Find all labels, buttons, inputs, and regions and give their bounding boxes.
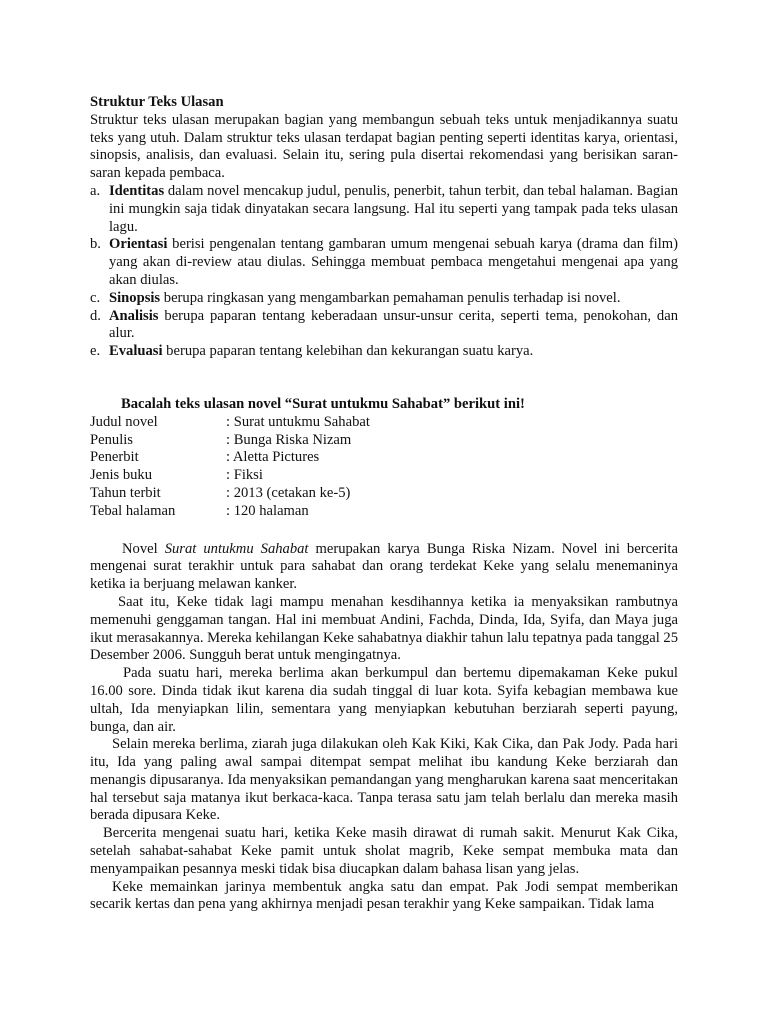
- book-info-label: Jenis buku: [90, 467, 153, 484]
- book-info-value: : Fiksi: [226, 467, 263, 484]
- book-info-value: : Bunga Riska Nizam: [226, 431, 352, 448]
- list-term: Identitas: [109, 182, 165, 199]
- paragraph-text: merupakan karya Bunga Riska Nizam. Novel ini bercerita mengenai surat terakhir untuk para sahabat dan orang terdekat Keke yang selalu menemaninya ketika ia berjuang melawan kanker.: [90, 540, 678, 593]
- review-paragraph-4: Selain mereka berlima, ziarah juga dilakukan oleh Kak Kiki, Kak Cika, dan Pak Jody. Pada hari itu, Ida yang paling awal sampai ditempat sempat melihat ibu kandung Keke berziarah dan menangis dipusaranya. Ida menyaksikan pemandangan yang mengharukan karena saat menceritakan hal tersebut saja matanya ikut berkaca-kaca. Tanpa terasa satu jam telah berlalu dan mereka masih berada dipusara Keke.: [90, 736, 678, 824]
- list-text: berupa paparan tentang keberadaan unsur-unsur cerita, seperti tema, penokohan, dan alur.: [109, 307, 678, 342]
- list-term: Evaluasi: [109, 343, 163, 360]
- book-info-label: Penerbit: [90, 449, 139, 466]
- list-marker: c.: [90, 289, 101, 306]
- structure-list: [90, 183, 678, 361]
- list-text: berupa paparan tentang kelebihan dan kekurangan suatu karya.: [162, 343, 534, 360]
- review-paragraph-2: Saat itu, Keke tidak lagi mampu menahan kesdihannya ketika ia menyaksikan rambutnya memenuhi genggaman tangan. Hal ini membuat Andini, Fachda, Dinda, Ida, Syifa, dan Maya juga ikut merasakannya. Mereka kehilangan Keke sahabatnya diakhir tahun lalu tepatnya pada tanggal 25 Desember 2006. Sungguh berat untuk mengingatnya.: [90, 593, 678, 664]
- review-paragraph-3: Pada suatu hari, mereka berlima akan berkumpul dan bertemu dipemakaman Keke pukul 16.00 sore. Dinda tidak ikut karena dia sudah tinggal di luar kota. Syifa kebagian membawa kue ultah, Ida menyiapkan lilin, sementara yang menyiapkan kebutuhan berziarah seperti payung, bunga, dan air.: [90, 665, 678, 735]
- document-content: [90, 94, 678, 914]
- book-info-table: [90, 414, 678, 521]
- list-item-evaluasi: [90, 343, 678, 361]
- review-paragraph-6: Keke memainkan jarinya membentuk angka satu dan empat. Pak Jodi sempat memberikan secarik kertas dan pena yang akhirnya menjadi pesan terakhir yang Keke sampaikan. Tidak lama: [90, 878, 678, 913]
- book-info-label: Penulis: [90, 431, 133, 448]
- list-item-identitas: [90, 183, 678, 236]
- book-info-row: [90, 432, 678, 450]
- paragraph-text: Novel: [122, 540, 165, 557]
- book-info-row: [90, 485, 678, 503]
- book-info-value: : 2013 (cetakan ke-5): [226, 484, 351, 501]
- list-marker: e.: [90, 343, 101, 360]
- book-info-value: : Aletta Pictures: [226, 449, 320, 466]
- reading-heading: Bacalah teks ulasan novel “Surat untukmu Sahabat” berikut ini!: [121, 395, 525, 412]
- spacer: [90, 361, 678, 396]
- list-text: berupa ringkasan yang mengambarkan pemahaman penulis terhadap isi novel.: [160, 289, 621, 306]
- list-text: dalam novel mencakup judul, penulis, penerbit, tahun terbit, dan tebal halaman. Bagian ini mungkin saja tidak dinyatakan secara langsung. Hal itu seperti yang tampak pada teks ulasan lagu.: [109, 182, 678, 235]
- book-info-value: : Surat untukmu Sahabat: [226, 413, 370, 430]
- list-item-orientasi: [90, 236, 678, 289]
- list-marker: b.: [90, 236, 101, 253]
- list-marker: a.: [90, 182, 101, 199]
- spacer: [90, 521, 678, 541]
- book-info-row: [90, 503, 678, 521]
- section-title: Struktur Teks Ulasan: [90, 94, 224, 110]
- book-info-row: [90, 449, 678, 467]
- novel-title-italic: Surat untukmu Sahabat: [164, 540, 309, 557]
- list-term: Orientasi: [109, 236, 168, 253]
- list-term: Sinopsis: [109, 289, 161, 306]
- list-term: Analisis: [109, 307, 159, 324]
- intro-paragraph: Struktur teks ulasan merupakan bagian yang membangun sebuah teks untuk menjadikannya suatu teks yang utuh. Dalam struktur teks ulasan terdapat bagian penting seperti identitas karya, orientasi, sinopsis, analisis, dan evaluasi. Selain itu, sering pula disertai rekomendasi yang berisikan saran-saran kepada pembaca.: [90, 111, 678, 182]
- book-info-row: [90, 467, 678, 485]
- review-paragraph-1: [90, 541, 678, 594]
- book-info-row: [90, 414, 678, 432]
- book-info-label: Tahun terbit: [90, 484, 161, 501]
- review-paragraph-5: Bercerita mengenai suatu hari, ketika Keke masih dirawat di rumah sakit. Menurut Kak Cika, setelah sahabat-sahabat Keke pamit untuk sholat magrib, Keke sempat membuka mata dan menyampaikan pesannya meski tidak bisa diucapkan dalam bahasa lisan yang jelas.: [90, 825, 678, 877]
- list-text: berisi pengenalan tentang gambaran umum mengenai sebuah karya (drama dan film) yang akan di-review atau diulas. Sehingga membuat pembaca mengetahui mengenai apa yang akan diulas.: [109, 236, 678, 288]
- list-item-analisis: [90, 308, 678, 344]
- list-item-sinopsis: [90, 290, 678, 308]
- book-info-label: Tebal halaman: [90, 502, 176, 519]
- book-info-label: Judul novel: [90, 413, 158, 430]
- list-marker: d.: [90, 307, 101, 324]
- book-info-value: : 120 halaman: [226, 502, 309, 519]
